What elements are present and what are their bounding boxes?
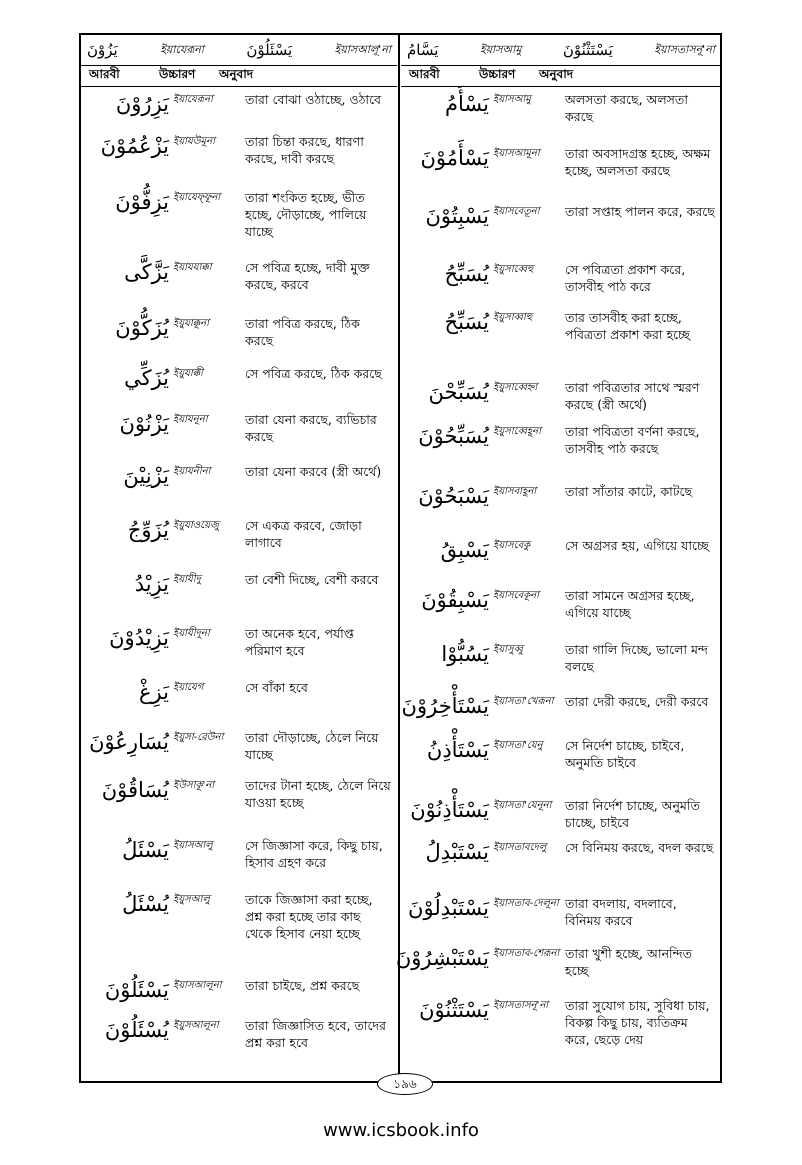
translation-text: তারা যেনা করছে, ব্যভিচার করছে — [245, 412, 377, 444]
entry-row — [81, 891, 397, 977]
arabic-word: يَسْتَأْذِنُوْنَ — [410, 798, 489, 822]
transliteration: ইয়াযেফ্ফূনা — [173, 192, 221, 203]
column-header-left — [81, 66, 397, 87]
translation-text: তারা শংকিত হচ্ছে, ভীত হচ্ছে, দৌড়াচ্ছে, পালিয়ে যাচ্ছে — [245, 190, 367, 239]
translation-text: তারা সাঁতার কাটে, কাটছে — [565, 484, 693, 499]
arabic-word: يُسْئَلُوْنَ — [104, 1018, 169, 1042]
entry-row — [81, 411, 397, 463]
translation-text: অলসতা করছে, অলসতা করছে — [565, 92, 688, 124]
arabic-word: يُسَبِّحُوْنَ — [418, 424, 489, 448]
transliteration: ইয়াযেগ — [173, 682, 204, 693]
entry-row — [401, 587, 721, 641]
runhead-translit-2: ইয়াসআলূ'না — [334, 42, 391, 56]
entry-row — [81, 571, 397, 625]
arabic-word: يَزْنُوْنَ — [119, 412, 169, 436]
arabic-word: يُسَاقُوْنَ — [101, 778, 169, 802]
translation-text: তা বেশী দিচ্ছে, বেশী করবে — [245, 572, 379, 587]
arabic-word: يَسْبِتُوْنَ — [425, 204, 489, 228]
transliteration: ইয়ুসাব্বেহ্না — [493, 382, 538, 393]
transliteration: ইয়ুযাক্কূনা — [173, 318, 209, 329]
translation-text: তারা দেরী করছে, দেরী করবে — [565, 694, 709, 709]
arabic-word: يَسْتَبْدِلُوْنَ — [408, 896, 489, 920]
runhead-translit-1: ইয়াসআমু — [479, 42, 522, 56]
transliteration: ইয়াসতা'যেনু — [493, 740, 543, 751]
arabic-word: يَسْبَحُوْنَ — [418, 484, 489, 508]
transliteration: ইয়াযনীনা — [173, 466, 211, 477]
page-number: ১৯৬ — [377, 1073, 433, 1095]
transliteration: ইয়াসবেতূনা — [493, 206, 540, 217]
arabic-word: يَسْئَلُ — [122, 838, 169, 862]
transliteration: ইয়াযেরূনা — [173, 94, 213, 105]
transliteration: ইয়াসুব্বু — [493, 644, 523, 655]
entry-row — [401, 537, 721, 587]
translation-text: তারা চাইছে, প্রশ্ন করছে — [245, 978, 360, 993]
translation-text: তারা খুশী হচ্ছে, আনন্দিত হচ্ছে — [565, 946, 693, 978]
entry-row — [401, 379, 721, 423]
translation-text: তারা গালি দিচ্ছে, ভালো মন্দ বলছে — [565, 642, 708, 674]
arabic-word: يَسْئَلُوْنَ — [104, 978, 169, 1002]
entry-row — [401, 737, 721, 797]
translation-text: সে পবিত্রতা প্রকাশ করে, তাসবীহ পাঠ করে — [565, 262, 686, 294]
entry-row — [401, 203, 721, 261]
entry-row — [81, 463, 397, 517]
arabic-word: يُسَبِّحُ — [444, 310, 489, 334]
translation-text: তারা দৌড়াচ্ছে, ঠেলে নিয়ে যাচ্ছে — [245, 730, 379, 762]
transliteration: ইয়াসতাব-দেলূনা — [493, 898, 559, 909]
entry-row — [401, 423, 721, 483]
translation-text: সে পবিত্র করছে, ঠিক করছে — [245, 366, 382, 381]
transliteration: ইয়াসআমু — [493, 94, 531, 105]
arabic-word: يَزِرُوْنَ — [115, 92, 169, 116]
translation-text: তারা পবিত্রতার সাথে স্মরণ করছে (স্ত্রী অর্থে) — [565, 380, 700, 412]
arabic-word: يَزِفُّوْنَ — [115, 190, 169, 214]
entry-row — [81, 679, 397, 729]
translation-text: তার তাসবীহ করা হচ্ছে, পবিত্রতা প্রকাশ করা হচ্ছে — [565, 310, 690, 342]
translation-text: তারা বদলায়, বদলাবে, বিনিময় করবে — [565, 896, 677, 928]
runhead-translit-1: ইয়াযেরূনা — [160, 42, 204, 56]
entry-row — [395, 945, 721, 997]
arabic-word: يُسَارِعُوْنَ — [89, 730, 169, 754]
arabic-word: يُزَكِّي — [124, 366, 169, 390]
entry-row — [401, 641, 721, 693]
translation-text: সে বাঁকা হবে — [245, 680, 308, 695]
entry-row — [81, 1017, 397, 1061]
dictionary-page — [79, 33, 722, 1083]
entry-row — [81, 133, 397, 189]
arabic-word: يَسْتَبْشِرُوْنَ — [395, 946, 489, 970]
header-translation: অনুবাদ — [539, 67, 574, 81]
translation-text: তারা বোঝা ওঠাচ্ছে, ওঠাবে — [245, 92, 381, 107]
translation-text: সে জিজ্ঞাসা করে, কিছু চায়, হিসাব গ্রহণ করে — [245, 838, 383, 870]
transliteration: ইয়াসতা'যেনূনা — [493, 800, 552, 811]
translation-text: তারা পবিত্রতা বর্ণনা করছে, তাসবীহ পাঠ করছে — [565, 424, 700, 456]
left-column — [81, 35, 397, 1081]
entry-row — [81, 365, 397, 411]
translation-text: তারা সপ্তাহ পালন করে, করছে — [565, 204, 715, 219]
right-column — [395, 35, 721, 1081]
translation-text: সে নির্দেশ চাচ্ছে, চাইবে, অনুমতি চাইবে — [565, 738, 685, 770]
translation-text: তারা সুযোগ চায়, সুবিধা চায়, বিকল্প কিছু চায়, ব্যতিক্রম করে, ছেড়ে দেয় — [565, 998, 710, 1047]
entry-row — [401, 91, 721, 145]
transliteration: ইয়াযীদূনা — [173, 628, 210, 639]
transliteration: ইয়াসতাসনূ'না — [493, 1000, 549, 1011]
transliteration: ইয়াযনূনা — [173, 414, 208, 425]
transliteration: ইয়াযীদু — [173, 574, 201, 585]
transliteration: ইয়ুসআলূনা — [173, 1020, 219, 1031]
header-pronunciation: উচ্চারণ — [159, 67, 196, 81]
arabic-word: يَسْبِقُوْنَ — [421, 588, 489, 612]
entry-row — [81, 729, 397, 777]
header-arabic: আরবী — [409, 67, 440, 81]
translation-text: তারা নির্দেশ চাচ্ছে, অনুমতি চাচ্ছে, চাইবে — [565, 798, 700, 830]
transliteration: ইয়াসতাবদেলু — [493, 842, 547, 853]
arabic-word: يُزَوِّجُ — [127, 518, 169, 542]
running-head-left — [81, 35, 397, 66]
header-arabic: আরবী — [89, 67, 120, 81]
arabic-word: يُسَبِّحْنَ — [428, 380, 489, 404]
entry-row — [401, 483, 721, 537]
translation-text: তারা যেনা করবে (স্ত্রী অর্থে) — [245, 464, 382, 479]
entry-row — [401, 261, 721, 309]
website-url[interactable]: www.icsbook.info — [323, 1120, 479, 1141]
transliteration: ইয়ুসাব্বেহু — [493, 264, 534, 275]
translation-text: তারা চিন্তা করছে, ধারণা করছে, দাবী করছে — [245, 134, 364, 166]
arabic-word: يَزِيْدُوْنَ — [109, 626, 169, 650]
entry-row — [401, 797, 721, 839]
entry-row — [81, 625, 397, 679]
left-entries — [81, 87, 397, 1061]
transliteration: ইয়ুযাওয়েজু — [173, 520, 219, 531]
entry-row — [401, 309, 721, 379]
transliteration: ইয়ুসাব্বেহূনা — [493, 426, 542, 437]
runhead-arabic-1: يَزُوْنَ — [87, 41, 118, 59]
transliteration: ইয়াসবেকু — [493, 540, 531, 551]
arabic-word: يُسَبِّحُ — [444, 262, 489, 286]
translation-text: তাকে জিজ্ঞাসা করা হচ্ছে, প্রশ্ন করা হচ্ছে তার কাছ থেকে হিসাব নেয়া হচ্ছে — [245, 892, 373, 941]
transliteration: ইয়াসবাহূনা — [493, 486, 537, 497]
arabic-word: يَزْعُمُوْنَ — [100, 134, 169, 158]
column-divider — [398, 35, 400, 1081]
running-head-right — [401, 35, 721, 66]
translation-text: তাদের টানা হচ্ছে, ঠেলে নিয়ে যাওয়া হচ্ছে — [245, 778, 391, 810]
arabic-word: يَسْتَأْذِنُ — [426, 738, 489, 762]
translation-text: তারা অবসাদগ্রস্ত হচ্ছে, অক্ষম হচ্ছে, অলসতা করছে — [565, 146, 711, 178]
arabic-word: يَزِغْ — [139, 680, 169, 704]
translation-text: সে পবিত্র হচ্ছে, দাবী মুক্ত করছে, করবে — [245, 260, 370, 292]
transliteration: ইয়াযযাক্কা — [173, 262, 212, 273]
transliteration: ইয়াসতা'খেরূনা — [493, 696, 554, 707]
entry-row — [401, 693, 721, 737]
arabic-word: يَسْأَمُوْنَ — [420, 146, 489, 170]
entry-row — [401, 839, 721, 895]
translation-text: তা অনেক হবে, পর্যাপ্ত পরিমাণ হবে — [245, 626, 355, 658]
arabic-word: يَسُبُّوْا — [441, 642, 489, 666]
header-pronunciation: উচ্চারণ — [479, 67, 516, 81]
translation-text: তারা জিজ্ঞাসিত হবে, তাদের প্রশ্ন করা হবে — [245, 1018, 386, 1050]
translation-text: তারা সামনে অগ্রসর হচ্ছে, এগিয়ে যাচ্ছে — [565, 588, 695, 620]
entry-row — [81, 91, 397, 133]
column-header-right — [401, 66, 721, 87]
translation-text: সে বিনিময় করছে, বদল করছে — [565, 840, 714, 855]
translation-text: তারা পবিত্র করছে, ঠিক করছে — [245, 316, 360, 348]
transliteration: ইয়াসবেকূনা — [493, 590, 540, 601]
runhead-arabic-2: يَسْتَثْنُوْنَ — [562, 41, 613, 59]
transliteration: ইয়াযউমূনা — [173, 136, 215, 147]
transliteration: ইয়ুসআলু — [173, 894, 210, 905]
entry-row — [81, 977, 397, 1017]
arabic-word: يُسْئَلُ — [122, 892, 169, 916]
right-entries — [395, 87, 721, 1077]
entry-row — [81, 517, 397, 571]
entry-row — [81, 189, 397, 259]
runhead-arabic-1: يَسَّامُ — [407, 41, 439, 59]
runhead-translit-2: ইয়াসতাসনূ'না — [654, 42, 715, 56]
arabic-word: يَسْتَثْنُوْنَ — [419, 998, 489, 1022]
entry-row — [81, 837, 397, 891]
translation-text: সে অগ্রসর হয়, এগিয়ে যাচ্ছে — [565, 538, 709, 553]
arabic-word: يَسْبِقُ — [440, 538, 489, 562]
arabic-word: يَسْأَمُ — [445, 92, 489, 116]
transliteration: ইয়াসআলু — [173, 840, 213, 851]
arabic-word: يَسْتَبْدِلُ — [425, 840, 489, 864]
entry-row — [81, 259, 397, 315]
entry-row — [401, 997, 721, 1077]
runhead-arabic-2: يَسْئَلُوْنَ — [246, 41, 293, 59]
transliteration: ইয়ুযাক্কী — [173, 368, 203, 379]
transliteration: ইয়াসআমূনা — [493, 148, 540, 159]
arabic-word: يَزْنِيْنَ — [123, 464, 169, 488]
entry-row — [401, 145, 721, 203]
translation-text: সে একত্র করবে, জোড়া লাগাবে — [245, 518, 362, 550]
transliteration: ইয়ুসা-রেউনা — [173, 732, 224, 743]
transliteration: ইয়াসআলূনা — [173, 980, 222, 991]
entry-row — [81, 777, 397, 837]
arabic-word: يُزَكُّوْنَ — [115, 316, 169, 340]
entry-row — [401, 895, 721, 945]
transliteration: ইউসাকূ'না — [173, 780, 215, 791]
arabic-word: يَزِيْدُ — [134, 572, 169, 596]
header-translation: অনুবাদ — [219, 67, 254, 81]
arabic-word: يَزَّكَّى — [124, 260, 169, 284]
transliteration: ইয়ুসাব্বাহু — [493, 312, 533, 323]
arabic-word: يَسْتَأْخِرُوْنَ — [401, 694, 489, 718]
transliteration: ইয়াসতাব-শেরূনা — [493, 948, 560, 959]
entry-row — [81, 315, 397, 365]
